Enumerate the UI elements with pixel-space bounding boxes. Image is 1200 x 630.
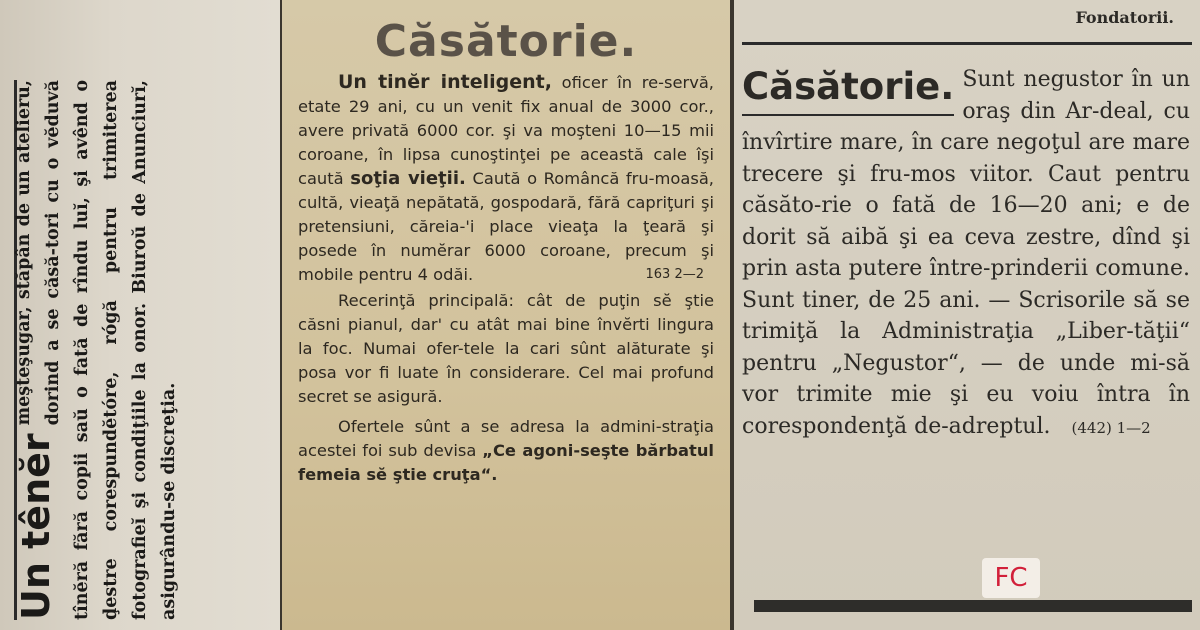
advert-body <box>742 64 1190 444</box>
paragraph <box>298 70 714 287</box>
bold-phrase: soţia vieţii. <box>350 168 466 189</box>
advert-lead: Un tinĕr inteligent, <box>338 71 552 93</box>
paragraph: Recerinţă principală: cât de puţin sĕ ştie căsni pianul, dar' cu atât mai bine învĕrti lingura la foc. Numai ofer-tele la cari sûnt alăturate şi posa vor fi luate în considerare. Cel mai profund secret se asigură. <box>298 291 714 406</box>
paragraph-text: Caută o Româncă fru-moasă, cultă, vieaţă nepătată, gospodară, fără capriţuri şi pretensiuni, căreia-'i place vieaţa la ţeară şi posede în numĕrar 6000 coroane, precum şi mobile pentru 4 odăi. <box>298 169 714 284</box>
advert-lead: Un tênĕr <box>14 433 58 620</box>
clipping-middle <box>282 0 730 630</box>
advert-body: meşteşugar, stăpân de un atelieru, dorind a se căsă-tori cu o vĕduvă tînĕră fără copii saŭ o fată de rîndu luĭ, şi avênd o ḑestre corespundĕtóre, rógă pentru trimiterea fotografieĭ şi condiţiile la onor. Biuroŭ de Anunciurĭ, asigurându-se discreţia. <box>14 80 179 620</box>
clipping-right <box>734 0 1200 630</box>
paragraph-text: oficer în re-servă, etate 29 ani, cu un venit fix anual de 3000 cor., avere privată 6000 cor. şi va moşteni 10—15 mii coroane, în lipsa cunoştinţei pe această cale îşi caută <box>298 73 714 188</box>
advert-body <box>298 70 714 487</box>
advert-ref: (442) 1—2 <box>1071 418 1151 437</box>
advert-heading: Căsătorie. <box>742 64 954 116</box>
paragraph <box>298 415 714 487</box>
paragraph-text: Ofertele sûnt a se adresa la admini-straţia acestei foi sub devisa <box>298 417 714 460</box>
section-title: Fondatorii. <box>1075 8 1174 27</box>
top-rule <box>742 42 1192 45</box>
clipping-left <box>0 0 280 630</box>
bold-phrase: „Ce agoni-seşte bărbatul femeia sĕ ştie cruţa“. <box>298 441 714 484</box>
advert-heading: Căsătorie. <box>374 16 638 67</box>
advert-ref: 163 2—2 <box>645 267 704 282</box>
advert-text: Sunt negustor în un oraş din Ar-deal, cu învîrtire mare, în care negoţul are mare trecere şi fru-mos viitor. Caut pentru căsăto-rie o fată de 16—20 ani; e de dorit să aibă şi ea ceva zestre, dînd şi prin asta putere între-prinderii comune. Sunt tiner, de 25 ani. — Scrisorile să se trimiţă la Administraţia „Liber-tăţii“ pentru „Negustor“, — de unde mi-să vor trimite mie şi eu voiu întra în corespondenţă de-adreptul. <box>742 67 1190 439</box>
bottom-rule <box>754 600 1192 612</box>
rotated-advert <box>10 80 272 620</box>
watermark-logo: FC <box>982 558 1040 598</box>
